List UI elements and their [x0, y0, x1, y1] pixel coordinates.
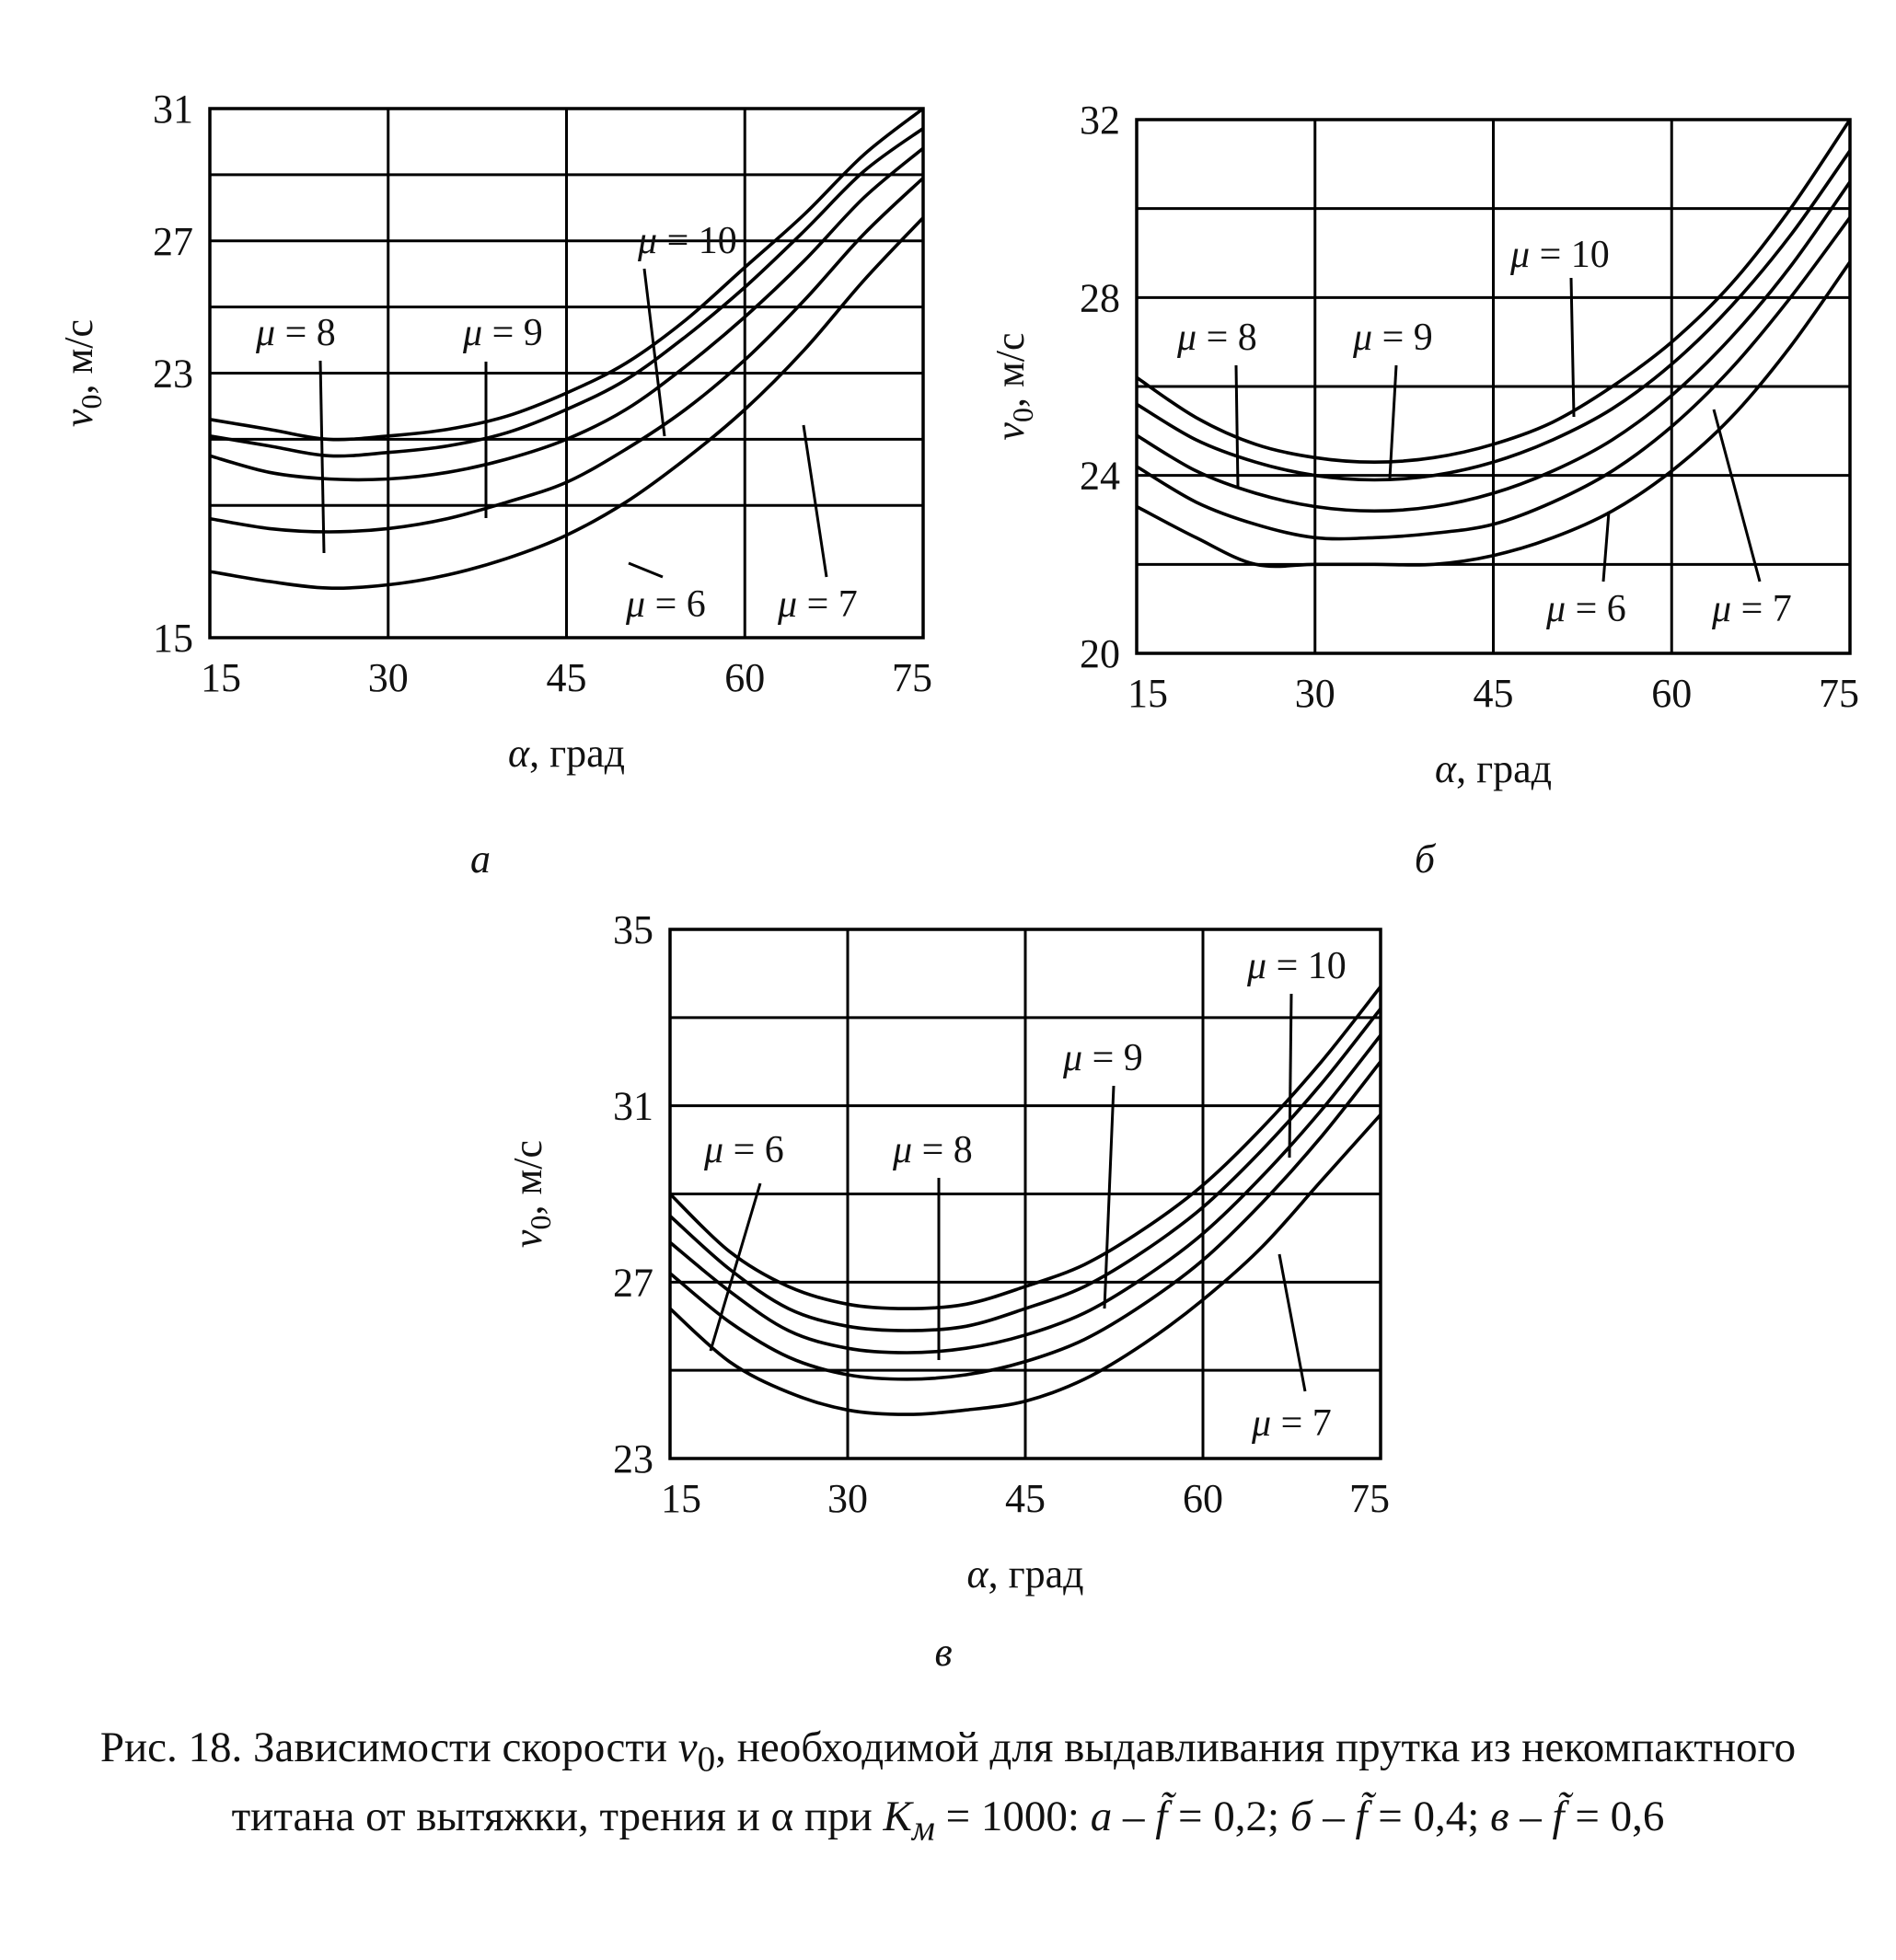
caption-prefix-2: титана от вытяжки, трения и α при — [231, 1793, 884, 1841]
y-axis-label-unit: , м/с — [505, 1139, 550, 1216]
annotation-label-mu-10 — [637, 220, 737, 262]
x-tick-label: 15 — [661, 1476, 701, 1521]
annotation-label-mu-9-symbol: μ — [463, 312, 483, 354]
annotation-label-mu-8 — [1176, 317, 1257, 359]
panel-label: а — [470, 836, 491, 882]
y-axis-label — [505, 1140, 557, 1248]
x-axis-label-unit: , град — [1456, 746, 1553, 791]
annotation-label-mu-9 — [1062, 1037, 1143, 1079]
y-axis-label-symbol: v — [56, 409, 101, 428]
y-tick-label: 31 — [613, 1083, 653, 1129]
annotation-label-mu-10 — [1509, 234, 1610, 276]
y-tick-label: 27 — [153, 218, 193, 264]
x-tick-label: 45 — [1473, 671, 1514, 716]
caption-line-2: титана от вытяжки, трения и α при $K_м = 1000$: а – f̃ = 0,2; б – f̃ = 0,4; в – f̃ = 0,6 — [231, 1793, 1665, 1849]
x-tick-label: 30 — [1294, 671, 1335, 716]
caption-part-b-value: 0,4 — [1413, 1793, 1468, 1841]
y-axis-label-unit: , м/с — [988, 332, 1033, 409]
annotation-label-mu-9 — [462, 312, 543, 354]
x-tick-label: 15 — [201, 655, 241, 700]
annotation-label-mu-7 — [777, 583, 858, 626]
caption-part-a-label: а — [1090, 1793, 1113, 1841]
annotation-label-mu-7-symbol: μ — [1252, 1402, 1272, 1445]
x-axis-label — [508, 731, 625, 776]
annotation-label-mu-7-value: = 7 — [797, 583, 858, 626]
chart-panel-1 — [56, 86, 932, 882]
annotation-label-mu-9-symbol: μ — [1353, 317, 1373, 359]
x-tick-label: 60 — [1183, 1476, 1223, 1521]
caption-var: v — [677, 1724, 698, 1771]
annotation-label-mu-6-value: = 6 — [1566, 588, 1626, 630]
y-tick-label: 31 — [153, 86, 193, 132]
annotation-label-mu-6 — [1545, 588, 1626, 630]
x-axis-label-symbol: α — [507, 731, 530, 776]
x-axis-label-unit: , град — [988, 1551, 1084, 1597]
annotation-label-mu-9-value: = 9 — [482, 312, 543, 354]
x-axis-label-symbol: α — [966, 1551, 988, 1597]
panel-label: в — [934, 1630, 953, 1675]
annotation-label-mu-6 — [625, 583, 706, 626]
x-tick-label: 30 — [827, 1476, 868, 1521]
caption-f-symbol-a: f̃ — [1155, 1793, 1168, 1841]
x-tick-label: 75 — [892, 655, 932, 700]
annotation-label-mu-7-value: = 7 — [1731, 588, 1792, 630]
figure-caption — [0, 1719, 1896, 1858]
caption-var-k: K — [883, 1793, 912, 1841]
annotation-label-mu-10-symbol: μ — [1510, 234, 1531, 276]
panel-label: б — [1414, 836, 1436, 882]
x-axis-label-unit: , град — [529, 731, 626, 776]
caption-f-symbol-c: f̃ — [1552, 1793, 1565, 1841]
annotation-leader-line — [1603, 512, 1609, 582]
annotation-label-mu-6-symbol: μ — [704, 1129, 724, 1171]
caption-suffix: , необходимой для выдавливания прутка из некомпактного — [715, 1724, 1797, 1771]
annotation-label-mu-10 — [1246, 945, 1347, 987]
x-tick-label: 30 — [367, 655, 409, 700]
annotation-leader-line — [320, 361, 324, 553]
annotation-label-mu-10-value: = 10 — [1266, 945, 1347, 987]
y-tick-label: 32 — [1080, 98, 1120, 143]
y-axis-label — [56, 319, 108, 427]
y-axis-label-subscript: 0 — [1006, 408, 1039, 423]
caption-part-c-value: 0,6 — [1610, 1793, 1665, 1841]
y-tick-label: 23 — [613, 1436, 653, 1482]
annotation-leader-line — [1714, 409, 1760, 582]
caption-part-b-label: б — [1289, 1793, 1312, 1841]
annotation-label-mu-8-symbol: μ — [1177, 317, 1197, 359]
caption-part-c-label: в — [1490, 1793, 1509, 1841]
y-tick-label: 15 — [153, 616, 193, 661]
annotation-label-mu-8-value: = 8 — [912, 1129, 973, 1171]
y-axis-label-unit: , м/с — [56, 318, 101, 395]
chart-panel-3 — [505, 907, 1390, 1675]
caption-line-1 — [0, 1719, 1896, 1788]
x-tick-label: 45 — [1005, 1476, 1046, 1521]
y-axis-label — [988, 332, 1039, 440]
y-tick-label: 24 — [1080, 453, 1120, 499]
y-tick-label: 23 — [153, 351, 193, 397]
caption-var-k-sub: м — [911, 1808, 935, 1849]
annotation-label-mu-10-value: = 10 — [657, 220, 737, 262]
x-axis-label — [1435, 746, 1552, 791]
annotation-label-mu-6-value: = 6 — [723, 1129, 784, 1171]
annotation-label-mu-8-value: = 8 — [1197, 317, 1257, 359]
annotation-label-mu-9-symbol: μ — [1063, 1037, 1083, 1079]
annotation-label-mu-8 — [892, 1129, 973, 1171]
annotation-label-mu-6-symbol: μ — [1546, 588, 1567, 630]
y-axis-label-subscript: 0 — [75, 394, 108, 409]
annotation-label-mu-6 — [703, 1129, 784, 1171]
caption-var-sub: 0 — [697, 1739, 716, 1780]
y-axis-label-symbol: v — [988, 422, 1033, 441]
annotation-leader-line — [803, 425, 827, 577]
annotation-leader-line — [1236, 365, 1238, 488]
x-tick-label: 75 — [1349, 1476, 1390, 1521]
caption-prefix: Рис. 18. Зависимости скорости — [99, 1724, 678, 1771]
y-axis-label-symbol: v — [505, 1229, 550, 1249]
annotation-label-mu-7 — [1711, 588, 1792, 630]
y-tick-label: 20 — [1080, 631, 1120, 676]
annotation-label-mu-7-symbol: μ — [1712, 588, 1732, 630]
annotation-leader-line — [629, 563, 663, 577]
annotation-leader-line — [1289, 994, 1291, 1158]
x-tick-label: 60 — [1651, 671, 1693, 716]
y-tick-label: 27 — [613, 1260, 653, 1306]
x-axis-label-symbol: α — [1434, 746, 1457, 791]
x-tick-label: 75 — [1819, 671, 1859, 716]
annotation-label-mu-8 — [255, 312, 336, 354]
annotation-leader-line — [644, 269, 665, 436]
caption-part-a-value: 0,2 — [1213, 1793, 1268, 1841]
annotation-label-mu-7-symbol: μ — [778, 583, 798, 626]
x-tick-label: 60 — [724, 655, 766, 700]
x-tick-label: 15 — [1127, 671, 1168, 716]
annotation-label-mu-10-value: = 10 — [1530, 234, 1610, 276]
annotation-label-mu-7-value: = 7 — [1271, 1402, 1332, 1445]
y-tick-label: 35 — [613, 907, 653, 952]
annotation-label-mu-8-symbol: μ — [256, 312, 276, 354]
annotation-label-mu-8-value: = 8 — [275, 312, 336, 354]
annotation-label-mu-10-symbol: μ — [638, 220, 658, 262]
annotation-label-mu-6-value: = 6 — [645, 583, 706, 626]
y-tick-label: 28 — [1080, 275, 1120, 321]
annotation-label-mu-10-symbol: μ — [1247, 945, 1267, 987]
x-axis-label — [966, 1551, 1083, 1597]
x-tick-label: 45 — [546, 655, 587, 700]
annotation-label-mu-9-value: = 9 — [1082, 1037, 1143, 1079]
annotation-label-mu-9-value: = 9 — [1372, 317, 1433, 359]
caption-f-symbol-b: f̃ — [1355, 1793, 1368, 1841]
chart-panel-2 — [988, 98, 1859, 882]
annotation-label-mu-7 — [1251, 1402, 1332, 1445]
annotation-label-mu-9 — [1352, 317, 1433, 359]
annotation-label-mu-8-symbol: μ — [893, 1129, 913, 1171]
annotation-label-mu-6-symbol: μ — [626, 583, 646, 626]
y-axis-label-subscript: 0 — [524, 1215, 557, 1230]
caption-mid: = 1000: — [934, 1793, 1091, 1841]
